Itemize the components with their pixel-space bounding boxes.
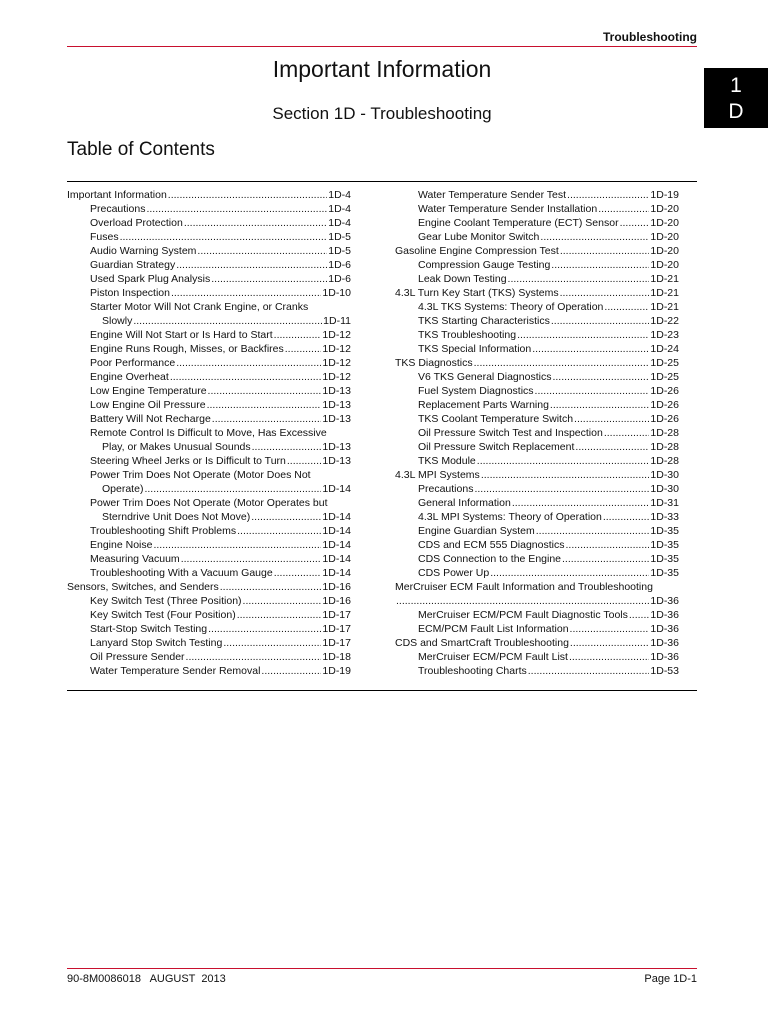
toc-entry[interactable] [395, 636, 679, 650]
toc-entry-title: Overload Protection [90, 217, 183, 229]
toc-entry-title: TKS Special Information [418, 343, 532, 355]
toc-entry-page: 1D-13 [322, 455, 351, 467]
toc-leader-dots [208, 384, 322, 398]
toc-leader-dots [474, 482, 649, 496]
toc-heading: Table of Contents [67, 139, 215, 160]
page-title: Important Information [272, 56, 492, 82]
toc-leader-dots [477, 454, 650, 468]
toc-entry-title: 4.3L TKS Systems: Theory of Operation [418, 301, 604, 313]
toc-entry-title: TKS Starting Characteristics [418, 315, 550, 327]
toc-leader-dots [603, 510, 650, 524]
toc-entry-title: Key Switch Test (Four Position) [90, 609, 236, 621]
toc-entry-page: 1D-36 [650, 637, 679, 649]
toc-entry-title: Replacement Parts Warning [418, 399, 549, 411]
toc-entry[interactable] [395, 314, 679, 328]
toc-leader-dots [243, 594, 322, 608]
toc-entry-title: Engine Overheat [90, 371, 169, 383]
toc-leader-dots [574, 412, 649, 426]
toc-entry[interactable] [395, 650, 679, 664]
toc-entry-page: 1D-35 [650, 567, 679, 579]
toc-entry[interactable] [67, 594, 351, 608]
toc-entry-title: Measuring Vacuum [90, 553, 180, 565]
toc-entry-page: 1D-12 [322, 343, 351, 355]
toc-entry-page: 1D-5 [328, 231, 351, 243]
toc-entry[interactable] [67, 202, 351, 216]
toc-entry-title: TKS Diagnostics [395, 357, 473, 369]
toc-entry-title: Oil Pressure Sender [90, 651, 185, 663]
toc-entry-title: Leak Down Testing [418, 273, 507, 285]
toc-entry-title: V6 TKS General Diagnostics [418, 371, 552, 383]
toc-entry-page: 1D-24 [650, 343, 679, 355]
toc-entry-page: 1D-14 [322, 567, 351, 579]
toc-entry-title: Used Spark Plug Analysis [90, 273, 211, 285]
toc-entry-title: Piston Inspection [90, 287, 170, 299]
toc-leader-dots [208, 622, 321, 636]
toc-entry-title: Poor Performance [90, 357, 176, 369]
footer-rule [67, 968, 697, 969]
toc-entry-page: 1D-11 [323, 315, 351, 327]
toc-entry-title: Battery Will Not Recharge [90, 413, 211, 425]
toc-entry[interactable] [395, 622, 679, 636]
toc-entry-title: Fuel System Diagnostics [418, 385, 534, 397]
toc-leader-dots [170, 370, 322, 384]
toc-entry-title: Remote Control Is Difficult to Move, Has Excessive [90, 427, 327, 439]
toc-leader-dots [285, 342, 322, 356]
toc-leader-dots [207, 398, 322, 412]
toc-leader-dots [474, 356, 650, 370]
toc-leader-dots [237, 608, 322, 622]
toc-leader-dots [212, 412, 322, 426]
toc-entry-page: 1D-28 [650, 455, 679, 467]
section-subtitle: Section 1D - Troubleshooting [272, 104, 492, 123]
toc-entry-title: Engine Noise [90, 539, 153, 551]
toc-entry-page: 1D-20 [650, 217, 679, 229]
toc-entry[interactable] [67, 216, 351, 230]
toc-entry-title: CDS and ECM 555 Diagnostics [418, 539, 565, 551]
toc-leader-dots [551, 258, 649, 272]
toc-entry-title: Oil Pressure Switch Test and Inspection [418, 427, 603, 439]
toc-leader-dots [540, 230, 649, 244]
toc-entry-title: Engine Coolant Temperature (ECT) Sensor [418, 217, 619, 229]
toc-entry-title: Troubleshooting Charts [418, 665, 527, 677]
toc-entry[interactable] [67, 510, 351, 524]
toc-entry[interactable] [67, 650, 351, 664]
toc-entry[interactable] [395, 552, 679, 566]
toc-entry[interactable] [67, 272, 351, 286]
toc-entry-title: TKS Module [418, 455, 476, 467]
toc-entry-title: TKS Troubleshooting [418, 329, 517, 341]
toc-entry[interactable] [67, 384, 351, 398]
toc-entry[interactable] [395, 594, 679, 608]
toc-entry-page: 1D-20 [650, 245, 679, 257]
toc-entry-page: 1D-35 [650, 525, 679, 537]
toc-entry-page: 1D-19 [650, 189, 679, 201]
toc-entry-title: Precautions [90, 203, 146, 215]
toc-entry[interactable] [395, 664, 679, 678]
toc-leader-dots [181, 552, 322, 566]
toc-leader-dots [176, 356, 321, 370]
toc-entry[interactable] [395, 454, 679, 468]
toc-entry-page: 1D-20 [650, 203, 679, 215]
toc-leader-dots [552, 370, 649, 384]
toc-leader-dots [490, 566, 649, 580]
toc-leader-dots [197, 244, 327, 258]
toc-right-column [395, 188, 679, 678]
toc-entry[interactable] [67, 328, 351, 342]
toc-entry-page: 1D-17 [322, 623, 351, 635]
toc-leader-dots [560, 244, 650, 258]
toc-entry-title: Play, or Makes Unusual Sounds [102, 441, 251, 453]
toc-entry-page: 1D-33 [650, 511, 679, 523]
toc-entry-title: Sensors, Switches, and Senders [67, 581, 219, 593]
toc-leader-dots [570, 636, 649, 650]
toc-leader-dots [223, 636, 321, 650]
toc-leader-dots [211, 272, 327, 286]
toc-leader-dots [629, 608, 650, 622]
toc-entry-title: Engine Runs Rough, Misses, or Backfires [90, 343, 284, 355]
toc-entry-page: 1D-14 [322, 539, 351, 551]
footer-doc-id: 90-8M0086018 AUGUST 2013 [67, 973, 226, 985]
toc-entry-title: Slowly [102, 315, 133, 327]
toc-entry[interactable] [67, 342, 351, 356]
toc-leader-dots [237, 524, 321, 538]
toc-entry[interactable] [67, 608, 351, 622]
toc-leader-dots [261, 664, 321, 678]
toc-leader-dots [570, 622, 650, 636]
section-tab-letter: D [728, 100, 744, 123]
toc-entry-title: 4.3L MPI Systems [395, 469, 480, 481]
toc-entry-title: Power Trim Does Not Operate (Motor Does Not [90, 469, 311, 481]
toc-entry-title: Key Switch Test (Three Position) [90, 595, 242, 607]
toc-entry[interactable] [67, 440, 351, 454]
toc-entry-page: 1D-22 [650, 315, 679, 327]
toc-entry-title: General Information [418, 497, 511, 509]
toc-entry[interactable] [395, 272, 679, 286]
toc-entry-title: Guardian Strategy [90, 259, 176, 271]
toc-entry[interactable] [67, 566, 351, 580]
toc-entry[interactable] [395, 202, 679, 216]
toc-entry[interactable] [395, 216, 679, 230]
toc-entry[interactable] [395, 482, 679, 496]
toc-leader-dots [274, 328, 322, 342]
toc-entry-page: 1D-12 [322, 329, 351, 341]
toc-entry[interactable] [395, 426, 679, 440]
toc-entry[interactable] [395, 286, 679, 300]
toc-entry-page: 1D-25 [650, 357, 679, 369]
toc-entry[interactable] [395, 384, 679, 398]
toc-entry-page: 1D-26 [650, 385, 679, 397]
toc-leader-dots [604, 300, 649, 314]
toc-entry-title: Audio Warning System [90, 245, 197, 257]
header-section-name: Troubleshooting [603, 30, 697, 44]
toc-entry[interactable] [67, 482, 351, 496]
toc-leader-dots [184, 216, 327, 230]
toc-entry-title: Gear Lube Monitor Switch [418, 231, 540, 243]
toc-entry-title: ECM/PCM Fault List Information [418, 623, 569, 635]
toc-leader-dots [569, 650, 649, 664]
toc-entry-page: 1D-26 [650, 413, 679, 425]
toc-entry[interactable] [395, 580, 679, 594]
toc-entry-title: Engine Will Not Start or Is Hard to Start [90, 329, 273, 341]
toc-entry-page: 1D-28 [650, 441, 679, 453]
toc-leader-dots [598, 202, 649, 216]
toc-entry-page: 1D-23 [650, 329, 679, 341]
toc-entry[interactable] [67, 258, 351, 272]
toc-entry-page: 1D-4 [328, 203, 351, 215]
toc-entry-page: 1D-14 [322, 525, 351, 537]
toc-entry[interactable] [67, 468, 351, 482]
toc-entry-page: 1D-21 [650, 273, 679, 285]
toc-entry-title: Start-Stop Switch Testing [90, 623, 208, 635]
toc-leader-dots [532, 342, 649, 356]
toc-leader-dots [144, 482, 321, 496]
toc-entry[interactable] [67, 580, 351, 594]
toc-entry[interactable] [395, 412, 679, 426]
toc-entry[interactable] [67, 496, 351, 510]
toc-leader-dots [287, 454, 322, 468]
toc-entry-title: Steering Wheel Jerks or Is Difficult to Turn [90, 455, 286, 467]
toc-entry-page: 1D-36 [650, 609, 679, 621]
toc-leader-dots [133, 314, 322, 328]
toc-entry-page: 1D-6 [328, 259, 351, 271]
toc-entry-page: 1D-12 [322, 357, 351, 369]
toc-entry-title: Water Temperature Sender Installation [418, 203, 598, 215]
toc-entry-page: 1D-16 [322, 595, 351, 607]
section-tab [704, 68, 768, 128]
toc-entry[interactable] [395, 356, 679, 370]
toc-entry-page: 1D-36 [650, 595, 679, 607]
toc-entry[interactable] [67, 244, 351, 258]
toc-entry-title: MerCruiser ECM/PCM Fault Diagnostic Tools [418, 609, 628, 621]
toc-entry-page: 1D-14 [322, 553, 351, 565]
toc-entry-title: TKS Coolant Temperature Switch [418, 413, 574, 425]
toc-leader-dots [481, 468, 650, 482]
toc-entry-page: 1D-20 [650, 231, 679, 243]
toc-entry-page: 1D-17 [322, 609, 351, 621]
toc-leader-dots [396, 594, 649, 608]
toc-bottom-rule [67, 690, 697, 691]
toc-entry-title: Starter Motor Will Not Crank Engine, or Cranks [90, 301, 309, 313]
toc-leader-dots [560, 286, 650, 300]
toc-entry-page: 1D-17 [322, 637, 351, 649]
toc-entry-title: Troubleshooting Shift Problems [90, 525, 237, 537]
toc-entry[interactable] [67, 398, 351, 412]
toc-entry-page: 1D-4 [328, 217, 351, 229]
toc-leader-dots [550, 398, 649, 412]
toc-entry-page: 1D-21 [650, 301, 679, 313]
footer-page-number: Page 1D-1 [644, 973, 697, 985]
toc-entry-page: 1D-13 [322, 385, 351, 397]
toc-entry-page: 1D-5 [328, 245, 351, 257]
toc-leader-dots [508, 272, 650, 286]
toc-leader-dots [220, 580, 322, 594]
toc-entry[interactable] [67, 300, 351, 314]
toc-entry[interactable] [395, 510, 679, 524]
toc-entry-title: Oil Pressure Switch Replacement [418, 441, 575, 453]
toc-entry-title: MerCruiser ECM Fault Information and Troubleshooting [395, 581, 653, 593]
toc-leader-dots [528, 664, 650, 678]
toc-entry[interactable] [67, 622, 351, 636]
toc-entry[interactable] [395, 538, 679, 552]
toc-entry-page: 1D-10 [322, 287, 351, 299]
toc-leader-dots [274, 566, 322, 580]
toc-entry[interactable] [67, 538, 351, 552]
toc-entry[interactable] [395, 244, 679, 258]
toc-leader-dots [536, 524, 650, 538]
toc-entry-page: 1D-6 [328, 273, 351, 285]
toc-entry-page: 1D-36 [650, 623, 679, 635]
toc-entry-page: 1D-35 [650, 539, 679, 551]
header-rule [67, 46, 697, 47]
toc-leader-dots [604, 426, 650, 440]
toc-top-rule [67, 181, 697, 182]
toc-entry-page: 1D-20 [650, 259, 679, 271]
toc-entry-title: CDS Power Up [418, 567, 490, 579]
toc-entry[interactable] [395, 566, 679, 580]
toc-entry-title: Fuses [90, 231, 119, 243]
toc-entry-page: 1D-14 [322, 511, 351, 523]
toc-entry[interactable] [67, 412, 351, 426]
toc-entry-page: 1D-30 [650, 469, 679, 481]
toc-entry-page: 1D-16 [322, 581, 351, 593]
toc-entry-page: 1D-13 [322, 441, 351, 453]
toc-entry-page: 1D-18 [322, 651, 351, 663]
toc-leader-dots [176, 258, 327, 272]
toc-leader-dots [562, 552, 649, 566]
toc-left-column [67, 188, 351, 678]
toc-entry[interactable] [67, 314, 351, 328]
toc-leader-dots [171, 286, 321, 300]
toc-entry[interactable] [395, 398, 679, 412]
toc-leader-dots [567, 188, 649, 202]
toc-entry[interactable] [395, 370, 679, 384]
toc-entry-page: 1D-4 [328, 189, 351, 201]
toc-entry[interactable] [67, 188, 351, 202]
toc-entry[interactable] [395, 258, 679, 272]
toc-leader-dots [517, 328, 649, 342]
toc-entry[interactable] [395, 468, 679, 482]
toc-entry-page: 1D-53 [650, 665, 679, 677]
toc-entry[interactable] [67, 426, 351, 440]
toc-entry[interactable] [67, 454, 351, 468]
toc-entry-page: 1D-30 [650, 483, 679, 495]
toc-entry-page: 1D-14 [322, 483, 351, 495]
toc-entry-page: 1D-12 [322, 371, 351, 383]
toc-leader-dots [251, 510, 321, 524]
toc-entry-title: Gasoline Engine Compression Test [395, 245, 559, 257]
toc-leader-dots [512, 496, 650, 510]
toc-entry-page: 1D-21 [650, 287, 679, 299]
toc-entry-page: 1D-28 [650, 427, 679, 439]
toc-entry-page: 1D-35 [650, 553, 679, 565]
toc-entry-title: 4.3L MPI Systems: Theory of Operation [418, 511, 602, 523]
toc-entry[interactable] [395, 524, 679, 538]
toc-entry[interactable] [67, 370, 351, 384]
toc-entry[interactable] [395, 230, 679, 244]
toc-leader-dots [575, 440, 649, 454]
toc-leader-dots [535, 384, 650, 398]
toc-entry-title: CDS and SmartCraft Troubleshooting [395, 637, 569, 649]
toc-entry[interactable] [395, 342, 679, 356]
toc-leader-dots [120, 230, 328, 244]
toc-entry[interactable] [395, 188, 679, 202]
toc-entry[interactable] [395, 440, 679, 454]
toc-entry[interactable] [67, 636, 351, 650]
toc-entry-page: 1D-25 [650, 371, 679, 383]
toc-leader-dots [186, 650, 322, 664]
toc-entry[interactable] [67, 356, 351, 370]
toc-entry[interactable] [67, 552, 351, 566]
toc-entry-page: 1D-36 [650, 651, 679, 663]
toc-entry-page: 1D-13 [322, 413, 351, 425]
toc-entry-page: 1D-26 [650, 399, 679, 411]
toc-entry-title: Water Temperature Sender Removal [90, 665, 261, 677]
toc-entry-title: Engine Guardian System [418, 525, 535, 537]
toc-leader-dots [168, 188, 327, 202]
toc-leader-dots [551, 314, 650, 328]
toc-entry-title: Water Temperature Sender Test [418, 189, 567, 201]
toc-entry[interactable] [67, 664, 351, 678]
toc-entry-title: Lanyard Stop Switch Testing [90, 637, 223, 649]
toc-entry-title: Compression Gauge Testing [418, 259, 551, 271]
toc-entry-title: Operate) [102, 483, 144, 495]
toc-entry-title: Low Engine Temperature [90, 385, 207, 397]
section-tab-number: 1 [730, 74, 742, 97]
toc-entry[interactable] [67, 230, 351, 244]
toc-entry-title: 4.3L Turn Key Start (TKS) Systems [395, 287, 559, 299]
toc-entry-title: Important Information [67, 189, 167, 201]
toc-entry-title: MerCruiser ECM/PCM Fault List [418, 651, 568, 663]
toc-entry-page: 1D-31 [650, 497, 679, 509]
toc-leader-dots [153, 538, 321, 552]
toc-leader-dots [620, 216, 650, 230]
toc-entry[interactable] [395, 496, 679, 510]
toc-entry[interactable] [67, 524, 351, 538]
toc-entry[interactable] [395, 328, 679, 342]
toc-entry-title: Troubleshooting With a Vacuum Gauge [90, 567, 273, 579]
toc-entry-title: CDS Connection to the Engine [418, 553, 562, 565]
toc-leader-dots [252, 440, 322, 454]
toc-entry-title: Precautions [418, 483, 474, 495]
toc-entry-title: Power Trim Does Not Operate (Motor Operates but [90, 497, 328, 509]
toc-entry-page: 1D-13 [322, 399, 351, 411]
toc-leader-dots [146, 202, 327, 216]
toc-entry[interactable] [395, 300, 679, 314]
toc-leader-dots [565, 538, 649, 552]
toc-entry-title: Sterndrive Unit Does Not Move) [102, 511, 251, 523]
toc-entry-title: Low Engine Oil Pressure [90, 399, 206, 411]
toc-entry-page: 1D-19 [322, 665, 351, 677]
toc-entry[interactable] [67, 286, 351, 300]
toc-entry[interactable] [395, 608, 679, 622]
